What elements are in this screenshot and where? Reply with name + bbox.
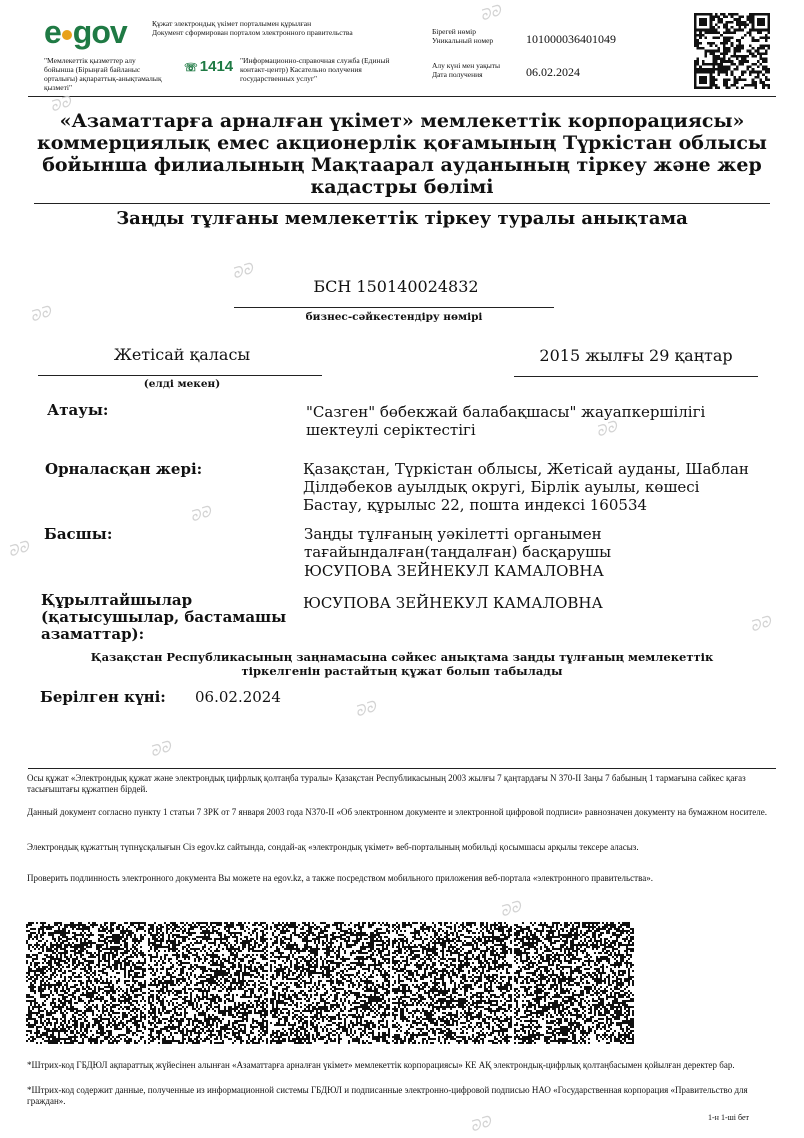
bin-value: БСН 150140024832: [313, 277, 479, 296]
barcode-block-2: [148, 922, 268, 1044]
uid-label: Бірегей нөмір Уникальный номер: [432, 27, 494, 45]
footer-divider: [28, 768, 776, 769]
bin-caption: бизнес-сәйкестендіру нөмірі: [305, 311, 483, 323]
barcode-block-4: [392, 922, 512, 1044]
receipt-date-value: 06.02.2024: [526, 65, 580, 79]
location-label: Орналасқан жері:: [45, 460, 203, 478]
title-divider: [34, 203, 770, 204]
receipt-date-label: Алу күні мен уақыты Дата получения: [432, 61, 501, 79]
founders-label: Құрылтайшылар (қатысушылар, бастамашы азаматтар):: [41, 591, 287, 643]
phone-icon: ☏: [184, 62, 198, 74]
watermark-icon: ᘐᘐ: [747, 612, 774, 636]
head-label: Басшы:: [44, 525, 113, 543]
watermark-icon: ᘐᘐ: [497, 897, 524, 921]
verify-text-kz: Электрондық құжаттың түпнұсқалығын Сіз egov.kz сайтында, сондай-ақ «электрондық үкімет» веб-порталының мобильді қосымшасы арқылы тексере аласыз.: [27, 842, 639, 852]
page-number: 1-н 1-ші бет: [708, 1113, 750, 1122]
issued-date-label: Берілген күні:: [40, 688, 166, 706]
document-title: Заңды тұлғаны мемлекеттік тіркеу туралы анықтама: [116, 208, 688, 229]
qr-code: [694, 13, 770, 89]
head-role: Заңды тұлғаның уәкілетті органымен тағайындалған(таңдалған) басқарушы: [304, 525, 612, 561]
barcode-note-kz: *Штрих-код ГБДЮЛ ақпараттық жүйесінен алынған «Азаматтарға арналған үкімет» мемлекеттік корпорациясы» КЕ АҚ электрондық-цифрлық қолтаңбасымен қойылған деректер бар.: [27, 1060, 735, 1070]
bin-underline: [234, 307, 554, 308]
head-name: ЮСУПОВА ЗЕЙНЕКУЛ КАМАЛОВНА: [304, 562, 604, 580]
name-value: "Сазген" бөбекжай балабақшасы" жауапкершілігі шектеулі серіктестігі: [306, 403, 706, 439]
watermark-icon: ᘐᘐ: [229, 259, 256, 283]
locality-value: Жетісай қаласы: [113, 345, 251, 364]
portal-caption: [152, 19, 353, 37]
contact-caption-kz: "Мемлекеттік қызметтер алу бойынша (Бірыңғай байланыс орталығы) ақпараттық-анықтамалық қызметі": [44, 56, 162, 92]
watermark-icon: ᘐᘐ: [147, 737, 174, 761]
legal-notice: Қазақстан Республикасының заңнамасына сәйкес анықтама заңды тұлғаның мемлекеттік тіркелгенін растайтың құжат болып табылады: [90, 650, 714, 678]
barcode-block-1: [26, 922, 146, 1044]
watermark-icon: ᘐᘐ: [477, 1, 504, 25]
organization-name: «Азаматтарға арналған үкімет» мемлекеттік корпорациясы» коммерциялық емес акционерлік қоғамының Түркістан облысы бойынша филиалының Мақтаарал ауданының тіркеу және жер кадастры бөлімі: [37, 110, 767, 198]
location-value: Қазақстан, Түркістан облысы, Жетісай ауданы, Шаблан Ділдәбеков ауылдық округі, Бірлік ауылы, көшесі Бастау, құрылыс 22, пошта индексі 160534: [303, 460, 749, 514]
header-divider: [28, 96, 776, 97]
barcode-block-3: [270, 922, 390, 1044]
verify-text-ru: Проверить подлинность электронного документа Вы можете на egov.kz, а также посредством мобильного приложения веб-портала «электронного правительства».: [27, 873, 653, 883]
contact-phone: ☏ 1414: [184, 58, 234, 75]
locality-underline: [38, 375, 322, 376]
watermark-icon: ᘐᘐ: [352, 697, 379, 721]
legal-text-kz: Осы құжат «Электрондық құжат және электрондық цифрлық қолтаңба туралы» Қазақстан Республикасының 2003 жылғы 7 қаңтардағы N 370-II Заңы 7 бабының 1 тармағына сәйкес қағаз тасығыштағы құжатпен бірдей.: [27, 773, 746, 794]
logo-dot-icon: [62, 30, 72, 40]
watermark-icon: ᘐᘐ: [593, 417, 620, 441]
uid-value: 101000036401049: [526, 32, 616, 46]
locality-caption: (елді мекен): [143, 378, 221, 390]
founders-value: ЮСУПОВА ЗЕЙНЕКУЛ КАМАЛОВНА: [303, 594, 603, 612]
name-label: Атауы:: [47, 401, 109, 419]
issued-date-value: 06.02.2024: [195, 688, 281, 706]
watermark-icon: ᘐᘐ: [467, 1112, 494, 1136]
watermark-icon: ᘐᘐ: [27, 302, 54, 326]
registration-date: 2015 жылғы 29 қаңтар: [539, 346, 733, 365]
egov-logo: e gov: [44, 14, 127, 50]
contact-caption-ru: "Информационно-справочная служба (Единый контакт-центр) Касательно получения государственных услуг": [240, 56, 390, 83]
portal-caption-ru: Документ сформирован порталом электронного правительства: [152, 28, 353, 37]
portal-caption-kz: Құжат электрондық үкімет порталымен құрылған: [152, 19, 312, 28]
legal-text-ru: Данный документ согласно пункту 1 статьи 7 ЗРК от 7 января 2003 года N370-II «Об электронном документе и электронной цифровой подписи» равнозначен документу на бумажном носителе.: [27, 807, 767, 817]
watermark-icon: ᘐᘐ: [187, 502, 214, 526]
watermark-icon: ᘐᘐ: [5, 537, 32, 561]
barcode-note-ru: *Штрих-код содержит данные, полученные из информационной системы ГБДЮЛ и подписанные электронно-цифровой подписью НАО «Государственная корпорация «Правительство для граждан».: [27, 1085, 748, 1106]
barcode-block-5: [514, 922, 634, 1044]
registration-date-underline: [514, 376, 758, 377]
watermark-icon: ᘐᘐ: [47, 92, 74, 116]
